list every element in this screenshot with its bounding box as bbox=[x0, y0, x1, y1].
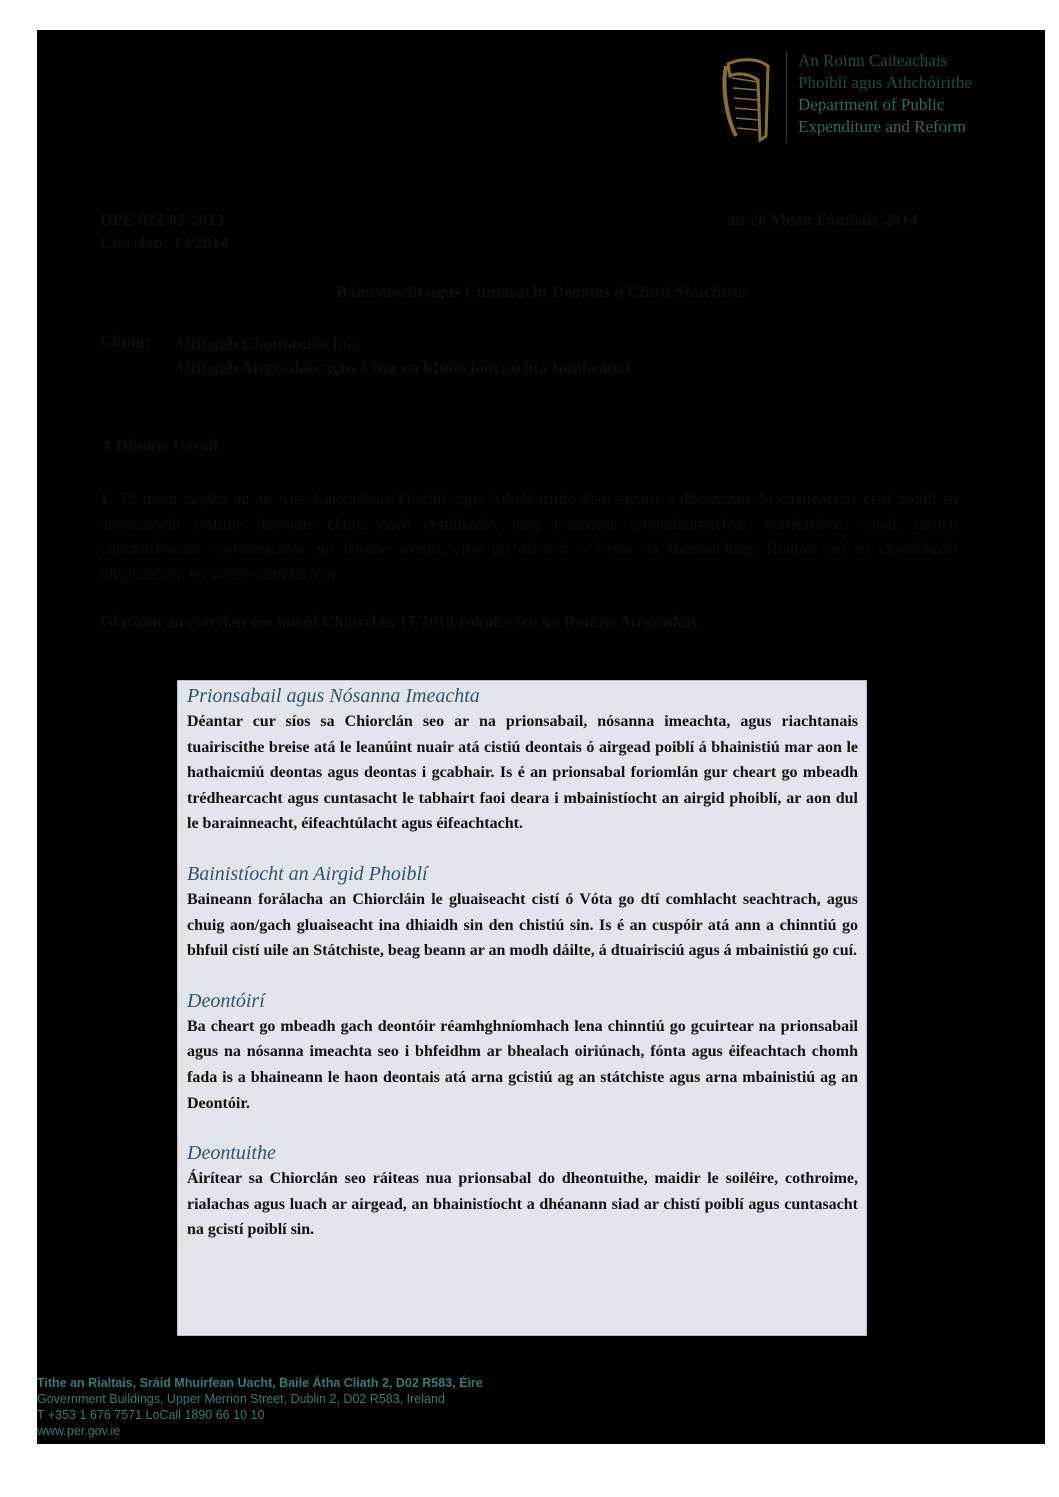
summary-box bbox=[177, 680, 867, 1336]
footer bbox=[37, 1375, 483, 1439]
section-body: Déantar cur síos sa Chiorclán seo ar na prionsabail, nósanna imeachta, agus riachtanais tuairiscithe breise atá le leanúint nuair atá cistiú deontais ó airgead poiblí á bhainistiú mar aon le hathaicmiú deontas agus deontas i gcabhair. Is é an prionsabal foriomlán gur cheart go mbeadh trédhearcacht agus cuntasacht le tabhairt faoi deara i mbainistíocht an airgid phoiblí, ar aon dul le barainneacht, éifeachtúlacht agus éifeachtacht. bbox=[187, 713, 858, 833]
section-title: Prionsabail agus Nósanna Imeachta bbox=[187, 685, 480, 707]
recipient-line: Oifigigh Airgeadais agus Cinn na hIniúchóireachta Inmheánaí. bbox=[178, 358, 635, 377]
footer-address-irish: Tithe an Rialtais, Sráid Mhuirfean Uacht, Baile Átha Cliath 2, D02 R583, Éire bbox=[37, 1376, 483, 1390]
paragraph-1-text: Tá treoir tugtha ag an Aire Caiteachais Phoiblí agus Athchóirithe dom tagairt a dhéanamh do chaiteachas cistí poiblí trí eisíocaíocht cistithe deontais chuig gach comhlacht, lena n-áirítear gníomhaireachtaí, cuideachtaí, coistí, grúpaí comhairleacha, carthanachtaí, nó daoine aonair, cibé go díreach ó Vótaí na Ranna/Oifigí Rialtais nó trí chomhlacht idirghabhála nó sraith comhlachtaí. bbox=[100, 489, 958, 583]
salutation: A Dhuine Uasail, bbox=[100, 436, 223, 455]
paragraph-2: Glacann an ciorclán seo ionad Chiorclán 17/2010 roimhe seo na Roinne Airgeadais. bbox=[100, 612, 702, 631]
department-logo bbox=[720, 50, 1020, 160]
section-title: Deontóirí bbox=[187, 989, 265, 1012]
section-title: Bainistíocht an Airgid Phoiblí bbox=[187, 862, 428, 885]
harp-icon bbox=[720, 56, 774, 142]
paragraph-number: 1. bbox=[100, 489, 113, 508]
footer-address-english: Government Buildings, Upper Merrion Street, Dublin 2, D02 R583, Ireland bbox=[37, 1392, 445, 1406]
paragraph-1 bbox=[100, 486, 958, 586]
dept-name-irish-line1: An Roinn Caiteachais bbox=[798, 51, 948, 70]
recipients-list bbox=[178, 332, 634, 380]
logo-divider bbox=[786, 52, 787, 142]
reference-block bbox=[100, 208, 229, 254]
recipient-line: Oifigigh Chuntasaíochta, bbox=[178, 334, 361, 353]
footer-phone: T +353 1 676 7571 LoCall 1890 66 10 10 bbox=[37, 1408, 265, 1422]
section-title: Deontuithe bbox=[187, 1142, 276, 1165]
section-body: Ba cheart go mbeadh gach deontóir réamhghníomhach lena chinntiú go gcuirtear na prionsabail agus na nósanna imeachta seo i bhfeidhm ar bhealach oiriúnach, fónta agus éifeachtach chomh fada is a bhaineann le haon deontais atá arna gcistiú ag an státchiste agus arna mbainistiú ag an Deontóir. bbox=[187, 1017, 858, 1112]
dept-name-english-line2: Expenditure and Reform bbox=[798, 117, 967, 136]
dept-name-english-line1: Department of Public bbox=[798, 95, 945, 114]
document-page bbox=[37, 30, 1045, 1444]
section-body: Áirítear sa Chiorclán seo ráiteas nua prionsabal do dheontuithe, maidir le soiléire, cothroime, rialachas agus luach ar airgead, an bhainistíocht a dhéanann siad ar chistí poiblí agus cuntasacht na gcistí poiblí sin. bbox=[187, 1170, 858, 1239]
footer-website-link[interactable]: www.per.gov.ie bbox=[37, 1424, 121, 1438]
letter-date: an 26 Meán Fómhair 2014 bbox=[727, 210, 918, 229]
dept-name-irish-line2: Phoiblí agus Athchóirithe bbox=[798, 73, 972, 92]
reference-code: DPE 022/05/2013 bbox=[100, 210, 225, 229]
circular-number: Ciorclán: 13/2014 bbox=[100, 233, 229, 252]
section-body: Baineann forálacha an Chiorcláin le gluaiseacht cistí ó Vóta go dtí comhlacht seachtrach, agus chuig aon/gach gluaiseacht ina dhiaidh sin den chistiú sin. Is é an cuspóir atá ann a chinntiú go bhfuil cistí uile an Státchiste, beag beann ar an modh dáilte, á dtuairisciú agus á mbainistiú go cuí. bbox=[187, 890, 858, 960]
recipients-label: Chuig: bbox=[100, 332, 151, 351]
subject-heading: Bainistíocht agus Cuntasacht Deontas ó Chistí Státchiste bbox=[336, 282, 746, 301]
